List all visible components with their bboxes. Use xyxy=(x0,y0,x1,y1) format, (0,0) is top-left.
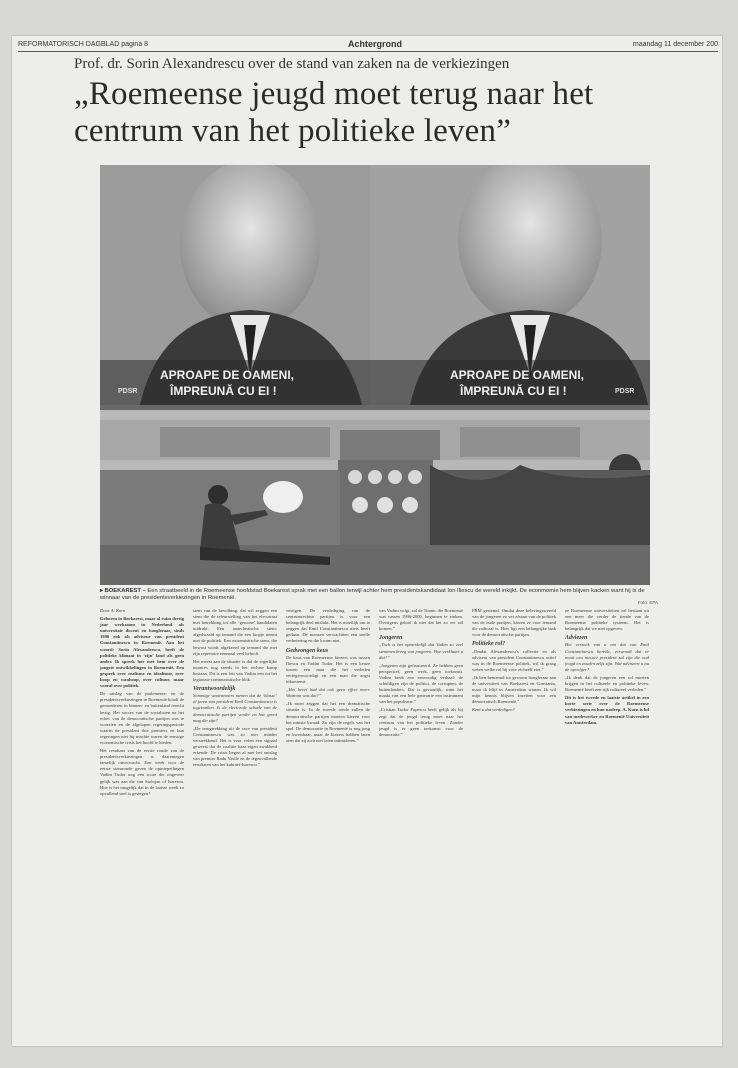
paragraph: Het meest aan de situatie is dat de ergerlijke nuances nog steeds in het rechtse kamp bestaan. Dit is een feit van Vadim een tot het legionair-communistische blok. xyxy=(193,658,277,683)
paragraph: De keus van Roemeense kiezers was tussen Iliescu en Vadim Tudor. Het is een keuze tussen een man die het verleden vertegenwoordigt en een man die angst inboezemt. xyxy=(286,654,370,685)
paragraph: vestigen. De verdediging van de centrumrechtse partijen is voor een belangrijk deel mislukt. Het is moeilijk om te zeggen dat Emil Constantinescu niets heeft gedaan. De mensen verwachtten een snelle verbetering en die kwam niet. xyxy=(286,608,370,644)
paragraph: „Ik denk dat de jongeren een rol moeten krijgen in het culturele en politieke leven. Roemenië heeft een rijk cultureel verleden.” xyxy=(565,674,649,693)
paragraph: „Jongeren zijn gefrustreerd. Ze hebben geen perspectief, geen werk, geen toekomst. Vadim biedt een eenvoudig verhaal: de schuldigen zijn de politici, de corrupten, de buitenlanders. Dat is gevaarlijk, want het maakt van een hele generatie een instrument van het populisme.” xyxy=(379,662,463,705)
subheading: Jongeren xyxy=(379,635,403,642)
paragraph: „Omdat Alexandrescu’s collectie en als adviseur van president Constantinescu actief was in de Roemeense politiek, wil ik graag weten welke rol hij voor zichzelf ziet.” xyxy=(472,648,556,672)
article-kicker: Prof. dr. Sorin Alexandrescu over de stand van zaken na de verkiezingen xyxy=(74,56,510,72)
paragraph: Het resultaat van de eerste ronde van de presidentsverkiezingen is daarentegen tamelijk onverwacht. Een week voor de eerste stemronde gaven de opiniepeilingen Vadim Tudor nog een score die ongeveer gelijk was aan die van Stolojan of Isarescu. Hoe is het mogelijk dat in de laatste week zo opvallend snel is gestegen? xyxy=(100,748,184,796)
caption-text: Een straatbeeld in de Roemeense hoofdstad Boekarest sprak met een ballon terwijl achter hem presidentskandidaat Ion Iliescu de wereld inkijkt. De econmomie hem blijven kacken want hij is de winnaar van de presidentsverkiezingen in Roemenië. xyxy=(100,588,645,601)
series-note: Dit is het tweede en laatste artikel in een korte serie over de Roemeense verkiezingen en hun nasleep. A. Korn is lid van medewerker en Roemenië Universiteit van Amsterdam. xyxy=(565,695,649,725)
article-body xyxy=(100,608,650,1010)
photo-credit: Foto: EPA xyxy=(637,600,658,605)
article-column-6 xyxy=(565,608,649,1008)
poster-street-photo xyxy=(100,165,650,585)
paragraph: De uitslag van de parlements- en de presidentsverkiezingen in Roemenië houdt de gemoederen in binnen- en buitenland terecht bezig. Het succes van de socialisten na het echec van de democratische partijen was te voorzien en de afgelopen regeringsperiode waarin de president drie premiers en hun regeringen niet bij machte waren de ernstige economische crisis het hoofd te bieden. xyxy=(100,691,184,745)
header-rule xyxy=(18,51,718,52)
poster-slogan-left-2: ÎMPREUNĂ CU EI ! xyxy=(170,384,277,398)
article-lead: Geboren in Boekarest, maar al ruim dertig jaar werkzaam in Nederland als universitair docent en hoogleraar, sinds 1996 ook als adviseur van president Constantinescu in Roemenië. Aan het woord: Sorin Alexandrescu, heeft de politieke klimaat in ‘zijn’ land als geen ander. Ik spreek hoe met hem over de jongste ontwikkelingen in Roemenië. Een gesprek over realisme en idealisme, over hoop en wanhoop, over cultuur, maar vooral over politiek. xyxy=(100,616,184,689)
paragraph: stem van de bevolking, dat wil zeggen een stem die de teleurstelling van het electoraat met betrekking tot alle ‘gewone’ kandidaten uitdrukt. Een anarchistische stem: afgedwaald op iemand die een loopje neemt met de politiek. Een extremistische stem, die bewust wordt afgekeerd op iemand die met zijn repertoire eenmaal veel belooft. xyxy=(193,608,277,656)
byline: Door A. Korn xyxy=(100,608,126,613)
question: „Het bevel had dat ook geen effect meer. Waarom was dat?” xyxy=(286,687,370,699)
question: Kent u dat verdedigen? xyxy=(472,707,515,713)
question: „Toch is het opmerkelijk dat Vadim zo veel stemmen kreeg van jongeren. Hoe verklaart u dat?” xyxy=(379,642,463,660)
paragraph: ze Roemeense universiteiten zal bestaan uit een meer die verder de tiende van de Roemeense politieke systeem. Het is belangrijk dat we niet opgeven. xyxy=(565,608,649,632)
article-column-5 xyxy=(472,608,556,1008)
article-column-1 xyxy=(100,608,184,1008)
running-header xyxy=(18,40,718,50)
poster-slogan-right-1: APROAPE DE OAMENI, xyxy=(450,368,585,382)
article-column-4 xyxy=(379,608,463,1008)
poster-slogan-left-1: APROAPE DE OAMENI, xyxy=(160,368,295,382)
photo-caption xyxy=(100,588,648,602)
article-column-2 xyxy=(193,608,277,1008)
paragraph: „Ik moet zeggen dat het een dramatische situatie is. In de tweede ronde zullen de democratische partijen moeten kiezen voor het minste kwaad. Zo zijn de regels van het spel. De democratie in Roemenië is nog jong en kwetsbaar, maar de kiezers hebben laten zien dat zij zich niet laten intimideren.” xyxy=(286,701,370,743)
paper-name: REFORMATORISCH DAGBLAD pagina 8 xyxy=(18,41,149,48)
poster-slogan-right-2: ÎMPREUNĂ CU EI ! xyxy=(460,384,567,398)
party-logo-left: PDSR xyxy=(118,388,138,395)
paragraph: „Cristian Tudor Popescu heeft gelijk als hij zegt dat de jeugd terug moet naar het centrum van het politieke leven. Zonder jeugd is er geen toekomst voor de democratie.” xyxy=(379,707,463,737)
party-logo-right: PDSR xyxy=(615,388,635,395)
article-column-3 xyxy=(286,608,370,1008)
article-headline: „Roemeense jeugd moet terug naar het centrum van het politieke leven” xyxy=(74,76,594,149)
paragraph: „Ik ben benoemd tot gewoon hoogleraar aan de universiteit van Boekarest en Constanta, maar ik blijf in Amsterdam wonen. Ik wil mijn kennis blijven inzetten voor een democratisch Roemenië.” xyxy=(472,674,556,705)
subheading: Politieke rol? xyxy=(472,641,506,648)
question: Het verzoek van u om dat van Emil Constantinescu bereikt, verwondt dat er nooit een nieuwe president zal zijn die oud jeugd en zouden zelfs zijn. Wat adviseert u nu de opvolger? xyxy=(565,642,649,672)
caption-location: ▸ BOEKAREST – xyxy=(100,588,146,594)
paragraph: van Vadim volgt, zal de Titanic die Roemenië was tussen 1996-2000, beginnen te zinken. Overigens geloof ik niet dat het zo ver zal komen.” xyxy=(379,608,463,632)
article-photo xyxy=(100,165,650,585)
subheading: Gedwongen keus xyxy=(286,647,329,654)
paragraph: PRM gestemd. Omdat deze belevingswereld van de jongeren zo ver afstaat van de politiek van de oude partijen, kiezen ze voor iemand die radicaal is. Hier ligt een belangrijke taak voor de democratische partijen. xyxy=(472,608,556,638)
question: Sommige waarnemers menen dat de ‘klasse’ al jaren van president Emil Constantinescu is ingezonken. Is de electorale schade van de democratische partijen verder en hoe groot mag die zijn? xyxy=(193,693,277,723)
section-title: Achtergrond xyxy=(348,39,402,49)
paragraph: „De terugtrekking uit de race van president Constantinescu was zo niet minder verstrekkend. Het is voor velen een signaal geweest dat de coalitie haar eigen zwakheid erkende. De crisis begon al met het ontslag van premier Radu Vasile en de tegenvallende resultaten van het kabinet-Isarescu.” xyxy=(193,725,277,768)
subheading: Verantwoordelijk xyxy=(193,686,236,693)
subheading: Adviezen xyxy=(565,635,588,642)
issue-date: maandag 11 december 200 xyxy=(632,41,718,48)
